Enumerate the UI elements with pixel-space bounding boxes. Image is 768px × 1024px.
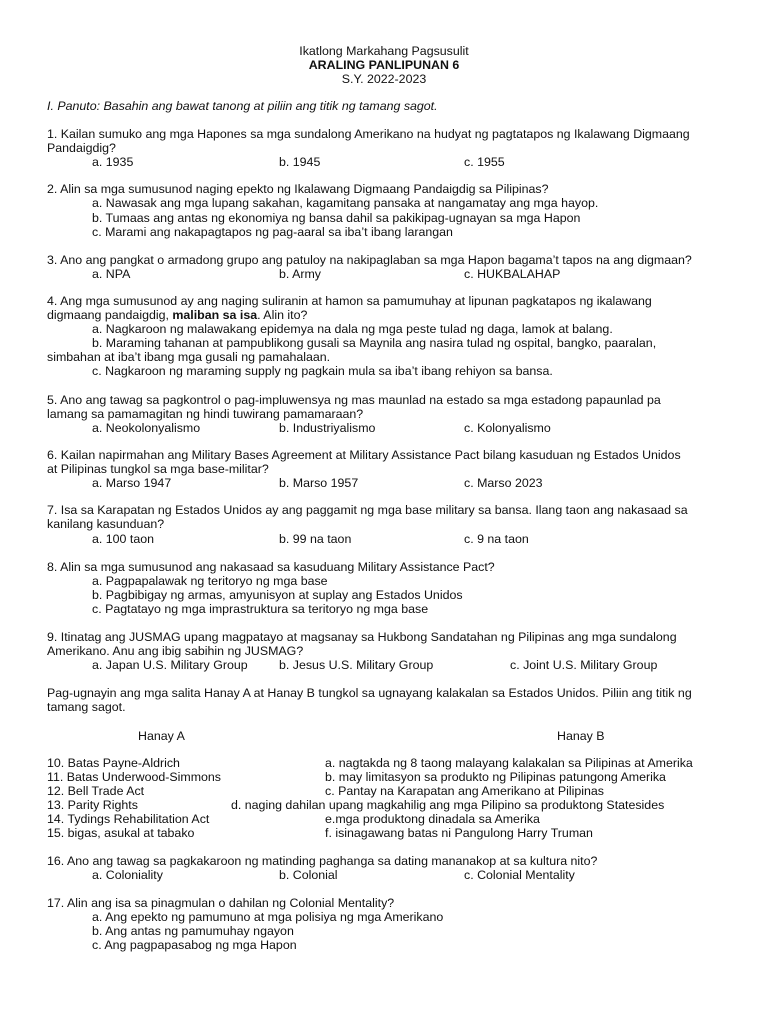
q4-stem-end: . Alin ito? — [257, 308, 308, 322]
q2-stem: 2. Alin sa mga sumusunod naging epekto ng Ikalawang Digmaang Pandaigdig sa Pilipinas? — [47, 182, 549, 196]
matching-option-c: c. Pantay na Karapatan ang Amerikano at Pilipinas — [325, 784, 604, 798]
q17-choice-b: b. Ang antas ng pamumuhay ngayon — [92, 924, 294, 938]
matching-option-b: b. may limitasyon sa produkto ng Pilipinas patungong Amerika — [325, 770, 666, 784]
q2-choice-c: c. Marami ang nakapagtapos ng pag-aaral sa iba’t ibang larangan — [92, 225, 453, 239]
q16-stem: 16. Ano ang tawag sa pagkakaroon ng matinding paghanga sa dating mananakop at sa kultura nito? — [47, 854, 598, 868]
q1-choice-c: c. 1955 — [464, 155, 505, 169]
q4-choice-a: a. Nagkaroon ng malawakang epidemya na dala ng mga peste tulad ng daga, lamok at balang. — [92, 322, 613, 336]
q1-stem-line1: 1. Kailan sumuko ang mga Hapones sa mga sundalong Amerikano na hudyat ng pagtatapos ng Ikalawang Digmaang — [47, 127, 690, 141]
q9-stem-line2: Amerikano. Anu ang ibig sabihin ng JUSMAG? — [47, 644, 304, 658]
q4-stem-line1: 4. Ang mga sumusunod ay ang naging suliranin at hamon sa pamumuhay at lipunan pagkatapos ng ikalawang — [47, 294, 652, 308]
q1-choice-b: b. 1945 — [279, 155, 321, 169]
matching-item-14: 14. Tydings Rehabilitation Act — [47, 812, 210, 826]
q8-choice-b: b. Pagbibigay ng armas, amyunisyon at suplay ang Estados Unidos — [92, 588, 463, 602]
instructions: I. Panuto: Basahin ang bawat tanong at piliin ang titik ng tamang sagot. — [47, 99, 438, 113]
q3-choice-b: b. Army — [279, 267, 321, 281]
q7-choice-c: c. 9 na taon — [464, 532, 529, 546]
q3-choice-c: c. HUKBALAHAP — [464, 267, 561, 281]
hanay-b-heading: Hanay B — [557, 729, 605, 743]
matching-option-a: a. nagtakda ng 8 taong malayang kalakalan sa Pilipinas at Amerika — [325, 756, 693, 770]
matching-intro-line2: tamang sagot. — [47, 700, 126, 714]
q17-choice-c: c. Ang pagpapasabog ng mga Hapon — [92, 938, 297, 952]
q9-choice-c: c. Joint U.S. Military Group — [510, 658, 658, 672]
q1-stem-line2: Pandaigdig? — [47, 141, 116, 155]
q8-choice-a: a. Pagpapalawak ng teritoryo ng mga base — [92, 574, 328, 588]
q7-choice-b: b. 99 na taon — [279, 532, 352, 546]
hanay-a-heading: Hanay A — [138, 729, 185, 743]
matching-option-e: e.mga produktong dinadala sa Amerika — [325, 812, 540, 826]
matching-intro-line1: Pag-ugnayin ang mga salita Hanay A at Hanay B tungkol sa ugnayang kalakalan sa Estados Unidos. Piliin ang titik ng — [47, 686, 692, 700]
q5-choice-b: b. Industriyalismo — [279, 421, 376, 435]
q5-choice-a: a. Neokolonyalismo — [92, 421, 201, 435]
q5-stem-line1: 5. Ano ang tawag sa pagkontrol o pag-impluwensya ng mas maunlad na estado sa mga estadong papaunlad pa — [47, 393, 661, 407]
q4-except-emphasis: maliban sa isa — [172, 308, 258, 322]
exam-title: Ikatlong Markahang Pagsusulit — [299, 44, 469, 58]
q7-stem-line1: 7. Isa sa Karapatan ng Estados Unidos ay ang paggamit ng mga base military sa bansa. Ilang taon ang nakasaad sa — [47, 503, 688, 517]
q5-stem-line2: lamang sa pamamagitan ng hindi tuwirang pamamaraan? — [47, 407, 364, 421]
matching-option-d: d. naging dahilan upang magkahilig ang mga Pilipino sa produktong Statesides — [231, 798, 665, 812]
q2-choice-a: a. Nawasak ang mga lupang sakahan, kagamitang pansaka at nangamatay ang mga hayop. — [92, 196, 599, 210]
matching-item-15: 15. bigas, asukal at tabako — [47, 826, 195, 840]
matching-option-f: f. isinagawang batas ni Pangulong Harry Truman — [325, 826, 593, 840]
q2-choice-b: b. Tumaas ang antas ng ekonomiya ng bansa dahil sa pakikipag-ugnayan sa mga Hapon — [92, 211, 581, 225]
q4-stem-line2 — [47, 308, 307, 322]
matching-item-11: 11. Batas Underwood-Simmons — [47, 770, 222, 784]
q6-choice-c: c. Marso 2023 — [464, 476, 543, 490]
q16-choice-c: c. Colonial Mentality — [464, 868, 575, 882]
q6-stem-line2: at Pilipinas tungkol sa mga base-militar? — [47, 462, 269, 476]
school-year: S.Y. 2022-2023 — [341, 72, 427, 86]
q4-choice-b-line2: simbahan at iba’t ibang mga gusali ng pamahalaan. — [47, 350, 331, 364]
q6-choice-a: a. Marso 1947 — [92, 476, 172, 490]
q3-stem: 3. Ano ang pangkat o armadong grupo ang patuloy na nakipaglaban sa mga Hapon bagama’t tapos na ang digmaan? — [47, 253, 692, 267]
q9-choice-b: b. Jesus U.S. Military Group — [279, 658, 434, 672]
matching-item-13: 13. Parity Rights — [47, 798, 138, 812]
q17-stem: 17. Alin ang isa sa pinagmulan o dahilan ng Colonial Mentality? — [47, 896, 395, 910]
q4-choice-c: c. Nagkaroon ng maraming supply ng pagkain mula sa iba’t ibang rehiyon sa bansa. — [92, 364, 553, 378]
q16-choice-b: b. Colonial — [279, 868, 338, 882]
matching-item-12: 12. Bell Trade Act — [47, 784, 145, 798]
matching-item-10: 10. Batas Payne-Aldrich — [47, 756, 180, 770]
q7-stem-line2: kanilang kasunduan? — [47, 517, 165, 531]
q8-choice-c: c. Pagtatayo ng mga imprastruktura sa teritoryo ng mga base — [92, 602, 429, 616]
q9-stem-line1: 9. Itinatag ang JUSMAG upang magpatayo at magsanay sa Hukbong Sandatahan ng Pilipinas ang mga sundalong — [47, 630, 677, 644]
q7-choice-a: a. 100 taon — [92, 532, 155, 546]
q6-stem-line1: 6. Kailan napirmahan ang Military Bases Agreement at Military Assistance Pact bilang kasuduan ng Estados Unidos — [47, 448, 681, 462]
q1-choice-a: a. 1935 — [92, 155, 134, 169]
subject-title: ARALING PANLIPUNAN 6 — [308, 58, 460, 72]
q5-choice-c: c. Kolonyalismo — [464, 421, 551, 435]
q9-choice-a: a. Japan U.S. Military Group — [92, 658, 248, 672]
q8-stem: 8. Alin sa mga sumusunod ang nakasaad sa kasuduang Military Assistance Pact? — [47, 560, 495, 574]
q3-choice-a: a. NPA — [92, 267, 131, 281]
q4-choice-b-line1: b. Maraming tahanan at pampublikong gusali sa Maynila ang nasira tulad ng ospital, bangko, paaralan, — [92, 336, 657, 350]
q16-choice-a: a. Coloniality — [92, 868, 163, 882]
q6-choice-b: b. Marso 1957 — [279, 476, 359, 490]
q17-choice-a: a. Ang epekto ng pamumuno at mga polisiya ng mga Amerikano — [92, 910, 444, 924]
q4-stem-text: digmaang pandaigdig, — [47, 308, 173, 322]
